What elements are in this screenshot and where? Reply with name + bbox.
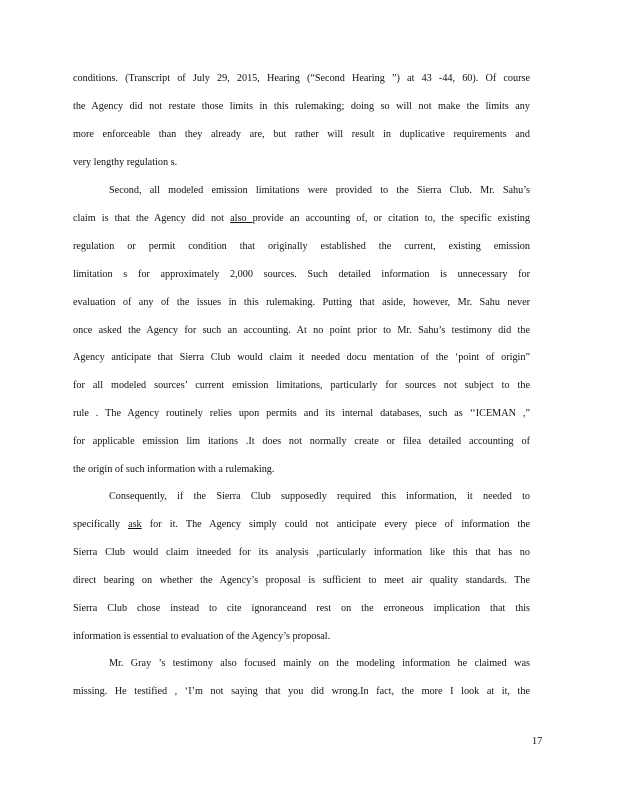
text-line: limitation s for approximately 2,000 sources. Such detailed information is unnecessary for [73, 269, 530, 280]
text-line: for all modeled sources’ current emission limitations, particularly for sources not subject to the [73, 380, 530, 391]
text-line: Agency anticipate that Sierra Club would claim it needed docu mentation of the ‘point of origin” [73, 352, 530, 363]
text-line: missing. He testified , ‘I’m not saying that you did wrong.In fact, the more I look at it, the [73, 686, 530, 697]
text-line: Mr. Gray ’s testimony also focused mainly on the modeling information he claimed was [109, 658, 530, 669]
text-line: once asked the Agency for such an accounting. At no point prior to Mr. Sahu’s testimony did the [73, 325, 530, 336]
text-segment: claim is that the Agency did not [73, 213, 231, 224]
text-line: the origin of such information with a rulemaking. [73, 464, 275, 475]
text-line: more enforceable than they already are, but rather will result in duplicative requirements and [73, 129, 530, 140]
text-line: the Agency did not restate those limits in this rulemaking; doing so will not make the limits any [73, 101, 530, 112]
text-line: conditions. (Transcript of July 29, 2015, Hearing (“Second Hearing ”) at 43 -44, 60). Of course [73, 73, 530, 84]
page-number: 17 [532, 736, 543, 747]
text-line: rule . The Agency routinely relies upon permits and its internal databases, such as ‘‘ICEMAN ,” [73, 408, 530, 419]
text-line: for applicable emission lim itations .It does not normally create or filea detailed accounting of [73, 436, 530, 447]
text-line: Sierra Club would claim itneeded for its analysis ,particularly information like this that has no [73, 547, 530, 558]
text-line: very lengthy regulation s. [73, 157, 178, 168]
text-line: information is essential to evaluation of the Agency’s proposal. [73, 631, 331, 642]
text-segment: specifically [73, 519, 129, 530]
underlined-word: ask [128, 519, 142, 530]
text-line: regulation or permit condition that originally established the current, existing emission [73, 241, 530, 252]
text-line [73, 212, 530, 226]
underlined-word: also [230, 213, 253, 224]
text-line: Second, all modeled emission limitations were provided to the Sierra Club. Mr. Sahu’s [109, 185, 530, 196]
text-line [73, 518, 530, 532]
text-line: direct bearing on whether the Agency’s proposal is sufficient to meet air quality standards. The [73, 575, 530, 586]
text-line: evaluation of any of the issues in this rulemaking. Putting that aside, however, Mr. Sahu never [73, 297, 530, 308]
text-segment: provide an accounting of, or citation to, the specific existing [252, 213, 530, 224]
text-segment: for it. The Agency simply could not anticipate every piece of information the [141, 519, 530, 530]
text-line: Consequently, if the Sierra Club supposedly required this information, it needed to [109, 491, 530, 502]
text-line: Sierra Club chose instead to cite ignoranceand rest on the erroneous implication that this [73, 603, 530, 614]
